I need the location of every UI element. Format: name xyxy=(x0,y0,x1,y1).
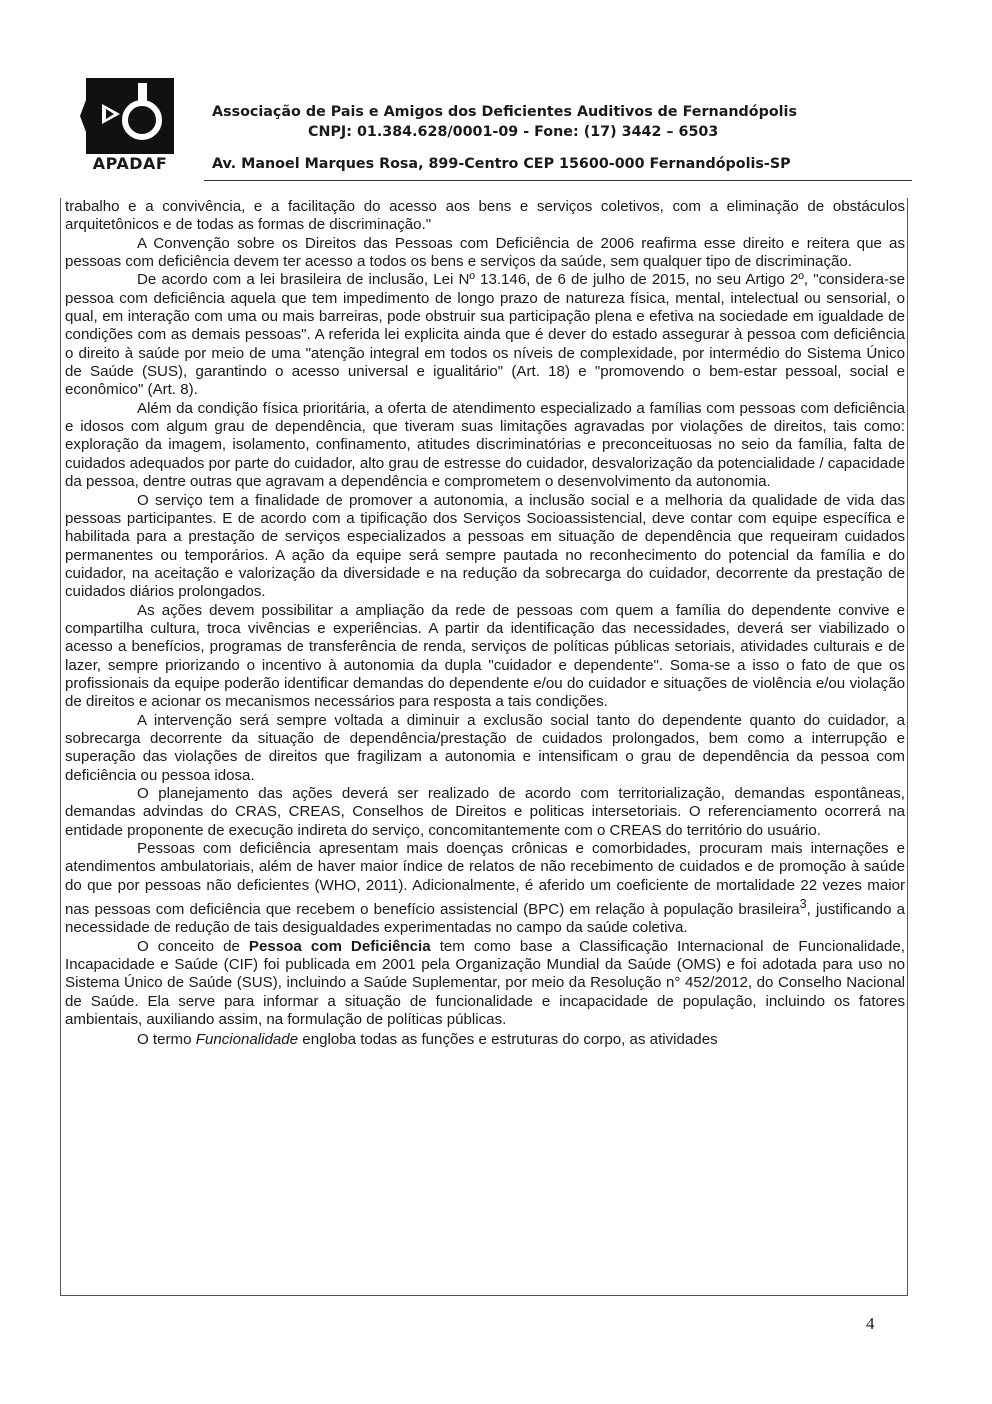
paragraph-10 xyxy=(65,938,905,1030)
paragraph-11-text-end: engloba todas as funções e estruturas do corpo, as atividades xyxy=(298,1030,718,1048)
letterhead xyxy=(72,78,922,188)
cnpj-phone: CNPJ: 01.384.628/0001-09 - Fone: (17) 3442 – 6503 xyxy=(308,124,719,140)
term-pessoa-com-deficiencia: Pessoa com Deficiência xyxy=(248,937,431,955)
term-funcionalidade: Funcionalidade xyxy=(195,1030,299,1048)
body-text-frame xyxy=(60,198,908,1296)
paragraph-3: De acordo com a lei brasileira de inclusão, Lei Nº 13.146, de 6 de julho de 2015, no seu Artigo 2º, "considera-se pessoa com deficiência aquela que tem impedimento de longo prazo de natureza física, mental, intelectual ou sensorial, o qual, em interação com uma ou mais barreiras, pode obstruir sua participação plena e efetiva na sociedade em igualdade de condições com as demais pessoas". A referida lei explicita ainda que é dever do estado assegurar à pessoa com deficiência o direito à saúde por meio de uma "atenção integral em todos os níveis de complexidade, por intermédio do Sistema Único de Saúde (SUS), garantindo o acesso universal e igualitário" (Art. 18) e "promovendo o bem-estar pessoal, social e econômico" (Art. 8). xyxy=(65,271,905,399)
logo-wordmark: APADAF xyxy=(92,154,168,173)
paragraph-10-text: O conceito de xyxy=(137,937,249,955)
address: Av. Manoel Marques Rosa, 899-Centro CEP 15600-000 Fernandópolis-SP xyxy=(212,156,791,172)
paragraph-1: trabalho e a convivência, e a facilitação do acesso aos bens e serviços coletivos, com a eliminação de obstáculos arquitetônicos e de todas as formas de discriminação." xyxy=(65,198,905,234)
paragraph-9 xyxy=(65,840,905,938)
paragraph-5: O serviço tem a finalidade de promover a autonomia, a inclusão social e a melhoria da qualidade de vida das pessoas participantes. E de acordo com a tipificação dos Serviços Socioassistencial, deve contar com equipe específica e habilitada para a prestação de serviços especializados a pessoas em situação de dependência que requeiram cuidados permanentes ou temporários. A ação da equipe será sempre pautada no reconhecimento do potencial da família e do cuidador, na aceitação e valorização da diversidade e na redução da sobrecarga do cuidador, decorrente da prestação de cuidados diários prolongados. xyxy=(65,491,905,601)
paragraph-8: O planejamento das ações deverá ser realizado de acordo com territorialização, demandas espontâneas, demandas advindas do CRAS, CREAS, Conselhos de Direitos e politicas intersetoriais. O referenciamento ocorrerá na entidade proponente de execução indireta do serviço, concomitantemente com o CREAS do território do usuário. xyxy=(65,785,905,839)
paragraph-10-text-end: tem como base a Classificação Internacional de Funcionalidade, Incapacidade e Saúde (CIF) foi publicada em 2001 pela Organização Mundial da Saúde (OMS) e foi adotada para uso no Sistema Único de Saúde (SUS), incluindo a Saúde Suplementar, por meio da Resolução n° 452/2012, do Conselho Nacional de Saúde. Ela serve para informar a situação de funcionalidade e incapacidade de população, incluindo os fatores ambientais, auxiliando assim, na formulação de políticas públicas. xyxy=(65,937,905,1029)
paragraph-9-text: Pessoas com deficiência apresentam mais doenças crônicas e comorbidades, procuram mais internações e atendimentos ambulatoriais, além de haver maior índice de relatos de não recebimento de cuidados e de promoção à saúde do que por pessoas não deficientes (WHO, 2011). Adicionalmente, é aferido um coeficiente de mortalidade 22 vezes maior nas pessoas com deficiência que recebem o benefício assistencial (BPC) em relação à população brasileira xyxy=(65,840,905,919)
paragraph-11 xyxy=(65,1030,905,1049)
paragraph-4: Além da condição física prioritária, a oferta de atendimento especializado a famílias com pessoas com deficiência e idosos com algum grau de dependência, que tiveram suas limitações agravadas por violações de direitos, tais como: exploração da imagem, isolamento, confinamento, atitudes discriminatórias e preconceituosas no seio da família, falta de cuidados adequados por parte do cuidador, alto grau de estresse do cuidador, desvalorização da potencialidade / capacidade da pessoa, dentre outras que agravam a dependência e comprometem o desenvolvimento da autonomia. xyxy=(65,399,905,491)
paragraph-2: A Convenção sobre os Direitos das Pessoas com Deficiência de 2006 reafirma esse direito e reitera que as pessoas com deficiência devem ter acesso a todos os bens e serviços da saúde, sem qualquer tipo de discriminação. xyxy=(65,234,905,271)
header-divider xyxy=(204,180,912,181)
apadaf-logo-icon xyxy=(80,78,180,154)
paragraph-9-text-end: , justificando a necessidade de redução de tais desigualdades experimentadas no campo da saúde coletiva. xyxy=(65,901,905,937)
organization-info xyxy=(212,102,902,174)
paragraph-11-text: O termo xyxy=(137,1030,196,1048)
apadaf-logo xyxy=(72,78,188,178)
page-number: 4 xyxy=(866,1314,875,1333)
paragraph-6: As ações devem possibilitar a ampliação da rede de pessoas com quem a família do dependente convive e compartilha cultura, troca vivências e experiências. A partir da identificação das necessidades, deverá ser viabilizado o acesso a benefícios, programas de transferência de renda, serviços de políticas públicas setoriais, atividades culturais e de lazer, sempre priorizando o incentivo à autonomia da dupla "cuidador e dependente". Soma-se a isso o fato de que os profissionais da equipe poderão identificar demandas do dependente e/ou do cuidador e situações de violência e/ou violação de direitos e acionar os mecanismos necessários para resposta a tais condições. xyxy=(65,601,905,711)
footnote-marker: 3 xyxy=(799,897,807,912)
organization-name: Associação de Pais e Amigos dos Deficientes Auditivos de Fernandópolis xyxy=(212,104,797,120)
paragraph-7: A intervenção será sempre voltada a diminuir a exclusão social tanto do dependente quanto do cuidador, a sobrecarga decorrente da situação de dependência/prestação de cuidados prolongados, bem como a interrupção e superação das violações de direitos que fragilizam a autonomia e intensificam o grau de dependência da pessoa com deficiência ou pessoa idosa. xyxy=(65,711,905,784)
